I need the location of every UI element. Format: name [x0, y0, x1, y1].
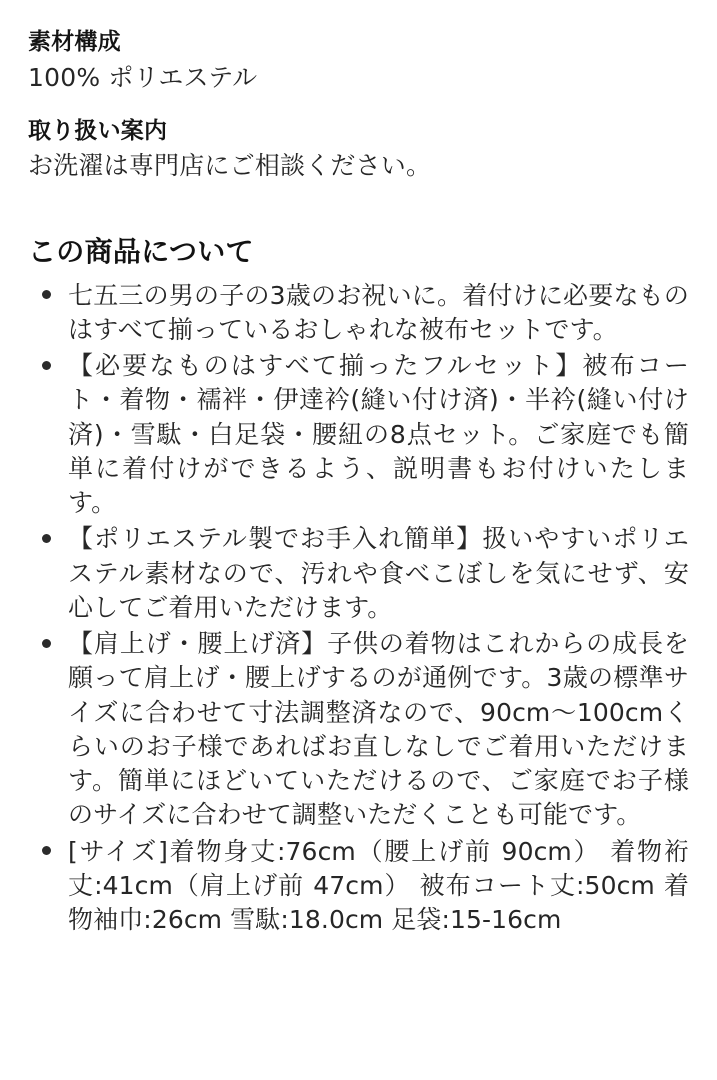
list-item-text: [サイズ]着物身丈:76cm（腰上げ前 90cm） 着物裄丈:41cm（肩上げ前 47cm） 被布コート丈:50cm 着物袖巾:26cm 雪駄:18.0cm 足袋:15-16cm — [68, 836, 689, 935]
bullet-dot-icon — [42, 846, 51, 855]
about-heading: この商品について — [28, 235, 254, 268]
spacer-care-about — [28, 183, 689, 235]
care-heading: 取り扱い案内 — [28, 117, 168, 144]
bullet-dot-icon — [42, 534, 51, 543]
material-section — [28, 28, 689, 95]
bullet-dot-icon — [42, 361, 51, 370]
care-value: お洗濯は専門店にご相談ください。 — [28, 151, 432, 181]
list-item-text: 【肩上げ・腰上げ済】子供の着物はこれからの成長を願って肩上げ・腰上げするのが通例です。3歳の標準サイズに合わせて寸法調整済なので、90cm〜100cmくらいのお子様であればお直しなしでご着用いただけます。簡単にほどいていただけるので、ご家庭でお子様のサイズに合わせて調整いただくことも可能です。 — [68, 629, 689, 830]
list-item-text: 【必要なものはすべて揃ったフルセット】被布コート・着物・襦袢・伊達衿(縫い付け済)・半衿(縫い付け済)・雪駄・白足袋・腰紐の8点セット。ご家庭でも簡単に着付けができるよう、説明書もお付けいたします。 — [68, 351, 689, 518]
care-section — [28, 117, 689, 184]
about-section — [28, 235, 689, 937]
spacer-material-care — [28, 95, 689, 117]
list-item — [28, 349, 689, 520]
bullet-dot-icon — [42, 639, 51, 648]
list-item-text: 七五三の男の子の3歳のお祝いに。着付けに必要なものはすべて揃っているおしゃれな被布セットです。 — [68, 280, 689, 344]
material-value: 100% ポリエステル — [28, 62, 258, 92]
list-item-text: 【ポリエステル製でお手入れ簡単】扱いやすいポリエステル素材なので、汚れや食べこぼしを気にせず、安心してご着用いただけます。 — [68, 524, 689, 622]
about-bullet-list — [28, 279, 689, 938]
list-item — [28, 835, 689, 938]
list-item — [28, 279, 689, 348]
material-heading: 素材構成 — [28, 29, 121, 55]
bullet-dot-icon — [42, 290, 51, 299]
list-item — [28, 522, 689, 625]
list-item — [28, 627, 689, 833]
